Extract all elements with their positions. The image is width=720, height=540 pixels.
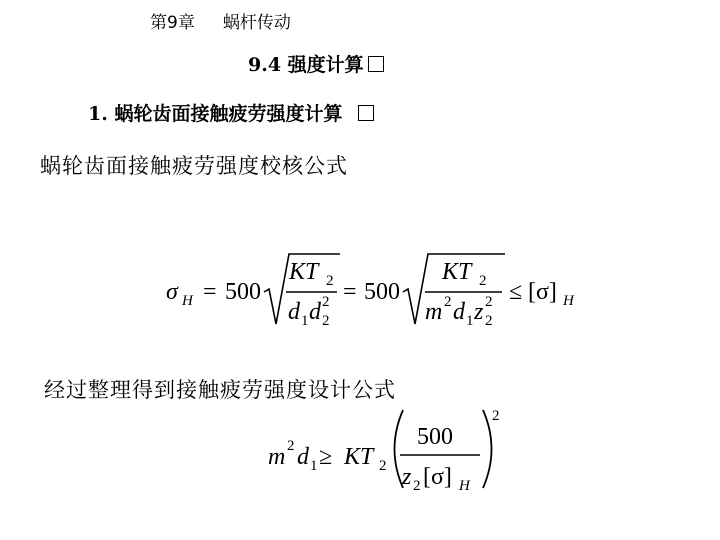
subsection-title: 1. 蜗轮齿面接触疲劳强度计算 [88, 103, 343, 125]
numerator-500: 500 [417, 424, 453, 450]
numerator-subscript: 2 [479, 273, 487, 289]
less-equal-sign: ≤ [509, 279, 523, 305]
denominator-z2-superscript: 2 [485, 294, 493, 310]
denominator-m-superscript: 2 [444, 294, 452, 310]
denominator-d1-subscript: 1 [466, 313, 474, 329]
section-heading [248, 50, 384, 77]
denominator-sigma: [σ] [423, 464, 452, 490]
allowable-stress-subscript: H [563, 293, 574, 309]
rhs-kt: KT [344, 444, 374, 470]
denominator-d2-subscript: 2 [322, 313, 330, 329]
equals-sign: = [203, 279, 217, 305]
denominator-d1-subscript: 1 [301, 313, 309, 329]
denominator-z-subscript: 2 [413, 478, 421, 494]
lhs-m: m [268, 444, 286, 470]
numerator-subscript: 2 [326, 273, 334, 289]
chapter-title: 蜗杆传动 [222, 13, 291, 33]
right-parenthesis [483, 410, 492, 488]
equals-sign: = [343, 279, 357, 305]
sigma-subscript: H [182, 293, 193, 309]
chapter-header [150, 8, 291, 33]
denominator-sigma-subscript: H [459, 478, 470, 494]
subsection-heading [88, 99, 374, 126]
exponent: 2 [492, 408, 500, 424]
greater-equal-sign: ≥ [319, 444, 333, 470]
contact-stress-design-formula [262, 404, 522, 499]
denominator-z2-subscript: 2 [485, 313, 493, 329]
allowable-stress: [σ] [528, 279, 557, 305]
denominator-d2: d [309, 299, 321, 325]
design-formula-label: 经过整理得到接触疲劳强度设计公式 [44, 378, 396, 402]
check-formula-label: 蜗轮齿面接触疲劳强度校核公式 [40, 154, 348, 178]
lhs-d-subscript: 1 [310, 458, 318, 474]
denominator-m: m [425, 299, 443, 325]
sigma-symbol: σ [166, 279, 178, 305]
denominator-d1: d [288, 299, 300, 325]
coefficient-500: 500 [364, 279, 400, 305]
contact-stress-check-formula [160, 240, 600, 330]
missing-glyph-box [368, 56, 384, 72]
denominator-z2: z [474, 299, 484, 325]
section-title: 9.4 强度计算 [248, 54, 364, 76]
denominator-z: z [402, 464, 412, 490]
numerator-kt: KT [289, 259, 319, 285]
missing-glyph-box [358, 105, 374, 121]
denominator-d2-superscript: 2 [322, 294, 330, 310]
lhs-m-superscript: 2 [287, 438, 295, 454]
denominator-d1: d [453, 299, 465, 325]
rhs-kt-subscript: 2 [379, 458, 387, 474]
numerator-kt: KT [442, 259, 472, 285]
coefficient-500: 500 [225, 279, 261, 305]
lhs-d: d [297, 444, 309, 470]
chapter-number: 第9章 [150, 13, 195, 33]
